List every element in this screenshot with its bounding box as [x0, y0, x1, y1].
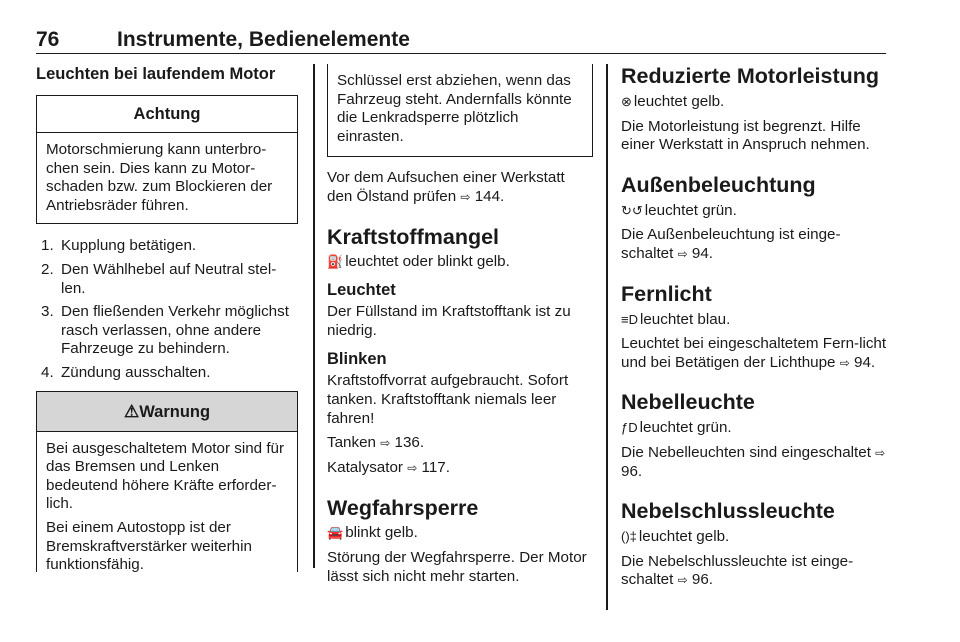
page-reference: 94. [854, 353, 876, 371]
chapter-title: Instrumente, Bedienelemente [117, 28, 410, 51]
section-heading: Nebelschlussleuchte [621, 499, 835, 524]
page-reference: 136. [394, 434, 425, 452]
parking-light-icon: ↻↺ [621, 202, 643, 218]
fog-light-icon: ƒD [621, 420, 638, 436]
section-heading: Fernlicht [621, 281, 712, 306]
column-2: Schlüssel erst abziehen, wenn das Fahrzeug steht. Andernfalls könnte die Lenkradsperre plötzlich einrasten. Vor dem Aufsuchen einer Werkstatt den Ölstand prüfen ⇨ 144. Kraftstoffmangel ⛽ leuchtet oder blinkt gelb. Leuchtet Der Füllstand im Kraftstofftank ist zu niedrig. Blinken Kraftstoffvorrat aufgebraucht. Sofort tanken. Kraftstofftank niemals leer fahren! Tanken ⇨ 136. Katalysator ⇨ 117. Wegfahrsperre 🚘 blinkt gelb. Störung der Wegfahrsperre. Der Motor lässt sich nicht mehr starten. [327, 64, 593, 586]
reference-arrow-icon: ⇨ [839, 355, 850, 370]
page-number: 76 [36, 28, 60, 51]
engine-power-icon: ⊗ [621, 94, 632, 109]
warning-text: Bei ausgeschaltetem Motor sind für das Bremsen und Lenken bedeutend höhere Kräfte erforder-lich. [46, 439, 285, 513]
list-item: 4. Zündung ausschalten. [41, 363, 211, 381]
subheading: Leuchtet [327, 281, 396, 300]
oil-check-text: Vor dem Aufsuchen einer Werkstatt den Ölstand prüfen ⇨ 144. [327, 169, 565, 205]
column-1 [36, 64, 298, 572]
car-key-icon: 🚘 [327, 525, 344, 541]
reference-arrow-icon: ⇨ [460, 189, 471, 204]
list-item: 2. Den Wählhebel auf Neutral stel-len. [41, 260, 277, 297]
page-reference: 144. [474, 187, 505, 205]
reference-arrow-icon: ⇨ [677, 573, 688, 588]
warning-box [36, 391, 298, 572]
attention-box [36, 95, 298, 224]
page-reference: 96. [691, 571, 713, 589]
subheading: Blinken [327, 350, 387, 369]
attention-title: Achtung [37, 96, 297, 133]
section-heading: Kraftstoffmangel [327, 224, 500, 249]
fuel-pump-icon: ⛽ [327, 253, 344, 269]
step-list [36, 237, 298, 382]
list-item: 3. Den fließenden Verkehr möglichst rasch verlassen, ohne andere Fahrzeuge zu behindern. [41, 303, 289, 358]
warning-triangle-icon: ⚠ [123, 401, 140, 421]
page-reference: 96. [621, 462, 643, 480]
reference-arrow-icon: ⇨ [875, 445, 886, 460]
reference-arrow-icon: ⇨ [677, 246, 688, 261]
section-heading: Leuchten bei laufendem Motor [36, 65, 276, 83]
page-reference: 94. [691, 244, 713, 262]
reference-arrow-icon: ⇨ [380, 436, 391, 451]
column-divider [313, 64, 315, 568]
page-header [36, 28, 886, 54]
column-divider [606, 64, 608, 610]
warning-box-continued [327, 64, 593, 157]
list-item: 1. Kupplung betätigen. [41, 237, 197, 255]
page-reference: 117. [421, 458, 450, 476]
column-3: Reduzierte Motorleistung ⊗ leuchtet gelb. Die Motorleistung ist begrenzt. Hilfe einer Werkstatt in Anspruch nehmen. Außenbeleuchtung ↻↺ leuchtet grün. Die Außenbeleuchtung ist einge-schaltet ⇨ 94. Fernlicht ≡D leuchtet blau. Leuchtet bei eingeschaltetem Fern-licht und bei Betätigen der Lichthupe ⇨ 94. Nebelleuchte ƒD leuchtet grün. Die Nebelleuchten sind eingeschaltet ⇨ 96. Nebelschlussleuchte ()‡ leuchtet gelb. Die Nebelschlussleuchte ist einge-schaltet ⇨ 96. [621, 64, 891, 590]
warning-text: Schlüssel erst abziehen, wenn das Fahrzeug steht. Andernfalls könnte die Lenkradsperre plötzlich einrasten. [337, 72, 572, 145]
section-heading: Wegfahrsperre [327, 496, 479, 521]
section-heading: Reduzierte Motorleistung [621, 64, 880, 88]
warning-header [37, 392, 297, 432]
rear-fog-light-icon: ()‡ [621, 529, 637, 545]
section-heading: Außenbeleuchtung [621, 172, 816, 197]
section-heading: Nebelleuchte [621, 390, 755, 415]
high-beam-icon: ≡D [621, 311, 638, 327]
warning-title: Warnung [139, 402, 211, 421]
warning-text: Bei einem Autostopp ist der Bremskraftverstärker weiterhin funktionsfähig. [46, 518, 252, 574]
reference-arrow-icon: ⇨ [407, 460, 418, 475]
attention-text: Motorschmierung kann unterbro-chen sein. Dies kann zu Motor-schaden bzw. zum Blockieren der Antriebsräder führen. [46, 141, 273, 214]
